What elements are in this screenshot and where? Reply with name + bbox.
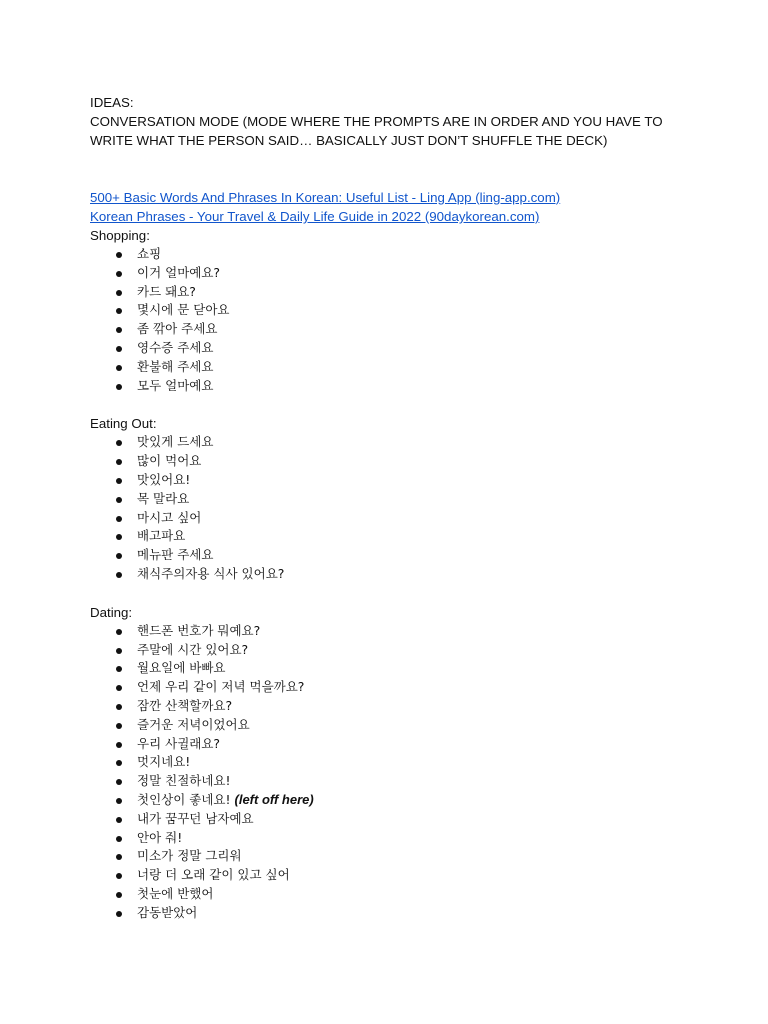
bullet-icon	[116, 648, 122, 654]
list-item-text: 환불해 주세요	[137, 358, 214, 374]
list-item-text: 즐거운 저녁이었어요	[137, 716, 250, 732]
list-item-text: 감동받았어	[137, 904, 198, 920]
link-90daykorean[interactable]: Korean Phrases - Your Travel & Daily Life Guide in 2022 (90daykorean.com)	[90, 209, 540, 224]
list-item	[90, 377, 690, 396]
list-item	[90, 358, 690, 377]
bullet-icon	[116, 516, 122, 522]
list-item	[90, 301, 690, 320]
bullet-icon	[116, 817, 122, 823]
list-item-text: 핸드폰 번호가 뭐예요?	[137, 622, 261, 638]
list-item	[90, 810, 690, 829]
list-item-text: 안아 줘!	[137, 829, 183, 845]
list-item	[90, 320, 690, 339]
list-item	[90, 678, 690, 697]
bullet-icon	[116, 742, 122, 748]
list-item-text: 몇시에 문 닫아요	[137, 302, 230, 318]
bullet-icon	[116, 384, 122, 390]
shopping-list	[90, 245, 690, 395]
spacer	[90, 584, 690, 603]
list-item-text: 첫인상이 좋네요!	[137, 791, 231, 807]
list-item-text: 첫눈에 반했어	[137, 885, 214, 901]
link-ling-app[interactable]: 500+ Basic Words And Phrases In Korean: Useful List - Ling App (ling-app.com)	[90, 190, 561, 205]
list-item	[90, 716, 690, 735]
bullet-icon	[116, 666, 122, 672]
list-item-text: 언제 우리 같이 저녁 먹을까요?	[137, 679, 305, 695]
list-item-text: 이거 얼마예요?	[137, 264, 221, 280]
bullet-icon	[116, 497, 122, 503]
list-item	[90, 471, 690, 490]
bullet-icon	[116, 271, 122, 277]
list-item-text: 미소가 정말 그리워	[137, 848, 242, 864]
bullet-icon	[116, 836, 122, 842]
list-item-text: 쇼핑	[137, 246, 162, 261]
list-item-text: 멋지네요!	[137, 754, 191, 770]
list-item	[90, 452, 690, 471]
list-item-text: 메뉴판 주세요	[137, 547, 214, 563]
dating-list	[90, 622, 690, 923]
list-item	[90, 641, 690, 660]
bullet-icon	[116, 327, 122, 333]
list-item-text: 주말에 시간 있어요?	[137, 641, 249, 657]
list-item-text: 내가 꿈꾸던 남자예요	[137, 810, 254, 826]
list-item-text: 목 말라요	[137, 490, 190, 506]
list-item	[90, 772, 690, 791]
list-item	[90, 829, 690, 848]
list-item	[90, 245, 690, 264]
list-item-text: 맛있게 드세요	[137, 434, 214, 450]
list-item-text: 영수증 주세요	[137, 339, 214, 355]
bullet-icon	[116, 760, 122, 766]
bullet-icon	[116, 478, 122, 484]
document-page	[90, 93, 690, 923]
bullet-icon	[116, 911, 122, 917]
bullet-icon	[116, 440, 122, 446]
section-heading-dating: Dating:	[90, 604, 133, 620]
list-item	[90, 490, 690, 509]
ideas-text: CONVERSATION MODE (MODE WHERE THE PROMPTS ARE IN ORDER AND YOU HAVE TO WRITE WHAT THE PERSON SAID… BASICALLY JUST DON’T SHUFFLE THE DECK)	[90, 114, 663, 148]
list-item-text: 월요일에 바빠요	[137, 660, 226, 676]
list-item	[90, 546, 690, 565]
section-heading-shopping: Shopping:	[90, 228, 150, 243]
bullet-icon	[116, 346, 122, 352]
list-item	[90, 565, 690, 584]
list-item-text: 마시고 싶어	[137, 509, 202, 525]
list-item	[90, 433, 690, 452]
list-item-text: 카드 돼요?	[137, 283, 196, 299]
left-off-note: (left off here)	[234, 791, 314, 807]
list-item-text: 채식주의자용 식사 있어요?	[137, 565, 285, 581]
list-item-text: 많이 먹어요	[137, 453, 202, 469]
list-item	[90, 339, 690, 358]
bullet-icon	[116, 290, 122, 296]
list-item	[90, 622, 690, 641]
list-item	[90, 753, 690, 772]
list-item	[90, 509, 690, 528]
bullet-icon	[116, 779, 122, 785]
bullet-icon	[116, 685, 122, 691]
list-item-text: 정말 친절하네요!	[137, 773, 231, 789]
list-item	[90, 527, 690, 546]
list-item-text: 맛있어요!	[137, 471, 191, 487]
list-item-text: 너랑 더 오래 같이 있고 싶어	[137, 867, 290, 883]
list-item	[90, 791, 690, 810]
list-item	[90, 659, 690, 678]
bullet-icon	[116, 553, 122, 559]
bullet-icon	[116, 892, 122, 898]
list-item	[90, 735, 690, 754]
list-item-text: 우리 사귈래요?	[137, 735, 221, 751]
list-item-text: 좀 깎아 주세요	[137, 321, 218, 337]
bullet-icon	[116, 629, 122, 635]
list-item-text: 모두 얼마예요	[137, 377, 214, 393]
bullet-icon	[116, 252, 122, 258]
list-item	[90, 264, 690, 283]
bullet-icon	[116, 798, 122, 804]
list-item	[90, 847, 690, 866]
bullet-icon	[116, 459, 122, 465]
spacer	[90, 395, 690, 414]
list-item	[90, 283, 690, 302]
bullet-icon	[116, 704, 122, 710]
list-item	[90, 885, 690, 904]
bullet-icon	[116, 534, 122, 540]
bullet-icon	[116, 873, 122, 879]
bullet-icon	[116, 365, 122, 371]
spacer	[90, 150, 690, 188]
list-item	[90, 866, 690, 885]
list-item	[90, 697, 690, 716]
bullet-icon	[116, 308, 122, 314]
list-item	[90, 904, 690, 923]
bullet-icon	[116, 723, 122, 729]
ideas-label: IDEAS:	[90, 95, 134, 110]
eating-out-list	[90, 433, 690, 583]
bullet-icon	[116, 572, 122, 578]
bullet-icon	[116, 854, 122, 860]
section-heading-eating-out: Eating Out:	[90, 416, 157, 432]
list-item-text: 배고파요	[137, 528, 186, 544]
list-item-text: 잠깐 산책할까요?	[137, 697, 233, 713]
